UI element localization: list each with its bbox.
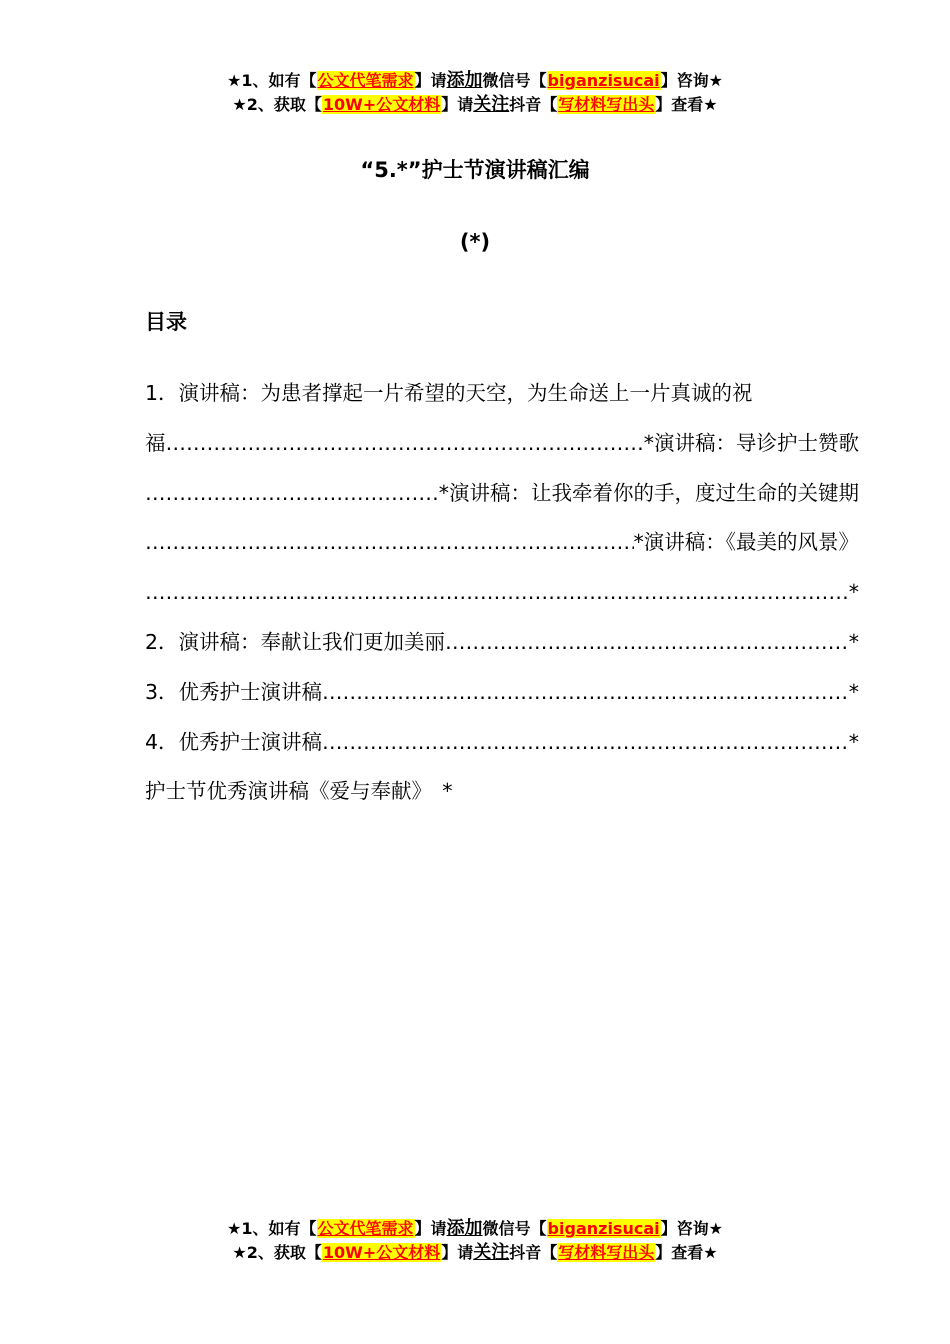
toc-entry-text: 2．演讲稿：奉献让我们更加美丽 [145, 629, 446, 654]
banner-highlight: 公文代笔需求 [317, 1219, 414, 1238]
banner-text: 】查看★ [655, 95, 718, 114]
toc-entry-text: 1．演讲稿：为患者撑起一片希望的天空，为生命送上一片真诚的祝 [145, 381, 753, 405]
banner-text: 】请 [414, 1219, 447, 1238]
toc-heading: 目录 [145, 310, 187, 334]
banner-text: 微信号【 [482, 1219, 547, 1238]
banner-text: ★1、如有【 [227, 71, 317, 90]
banner-highlight: 写材料写出头 [558, 1243, 655, 1262]
toc-line[interactable] [145, 568, 859, 618]
banner-text: 】咨询★ [660, 71, 723, 90]
banner-line-1 [0, 1217, 950, 1241]
toc-leader-dots [145, 469, 439, 519]
toc-entry-text: 4．优秀护士演讲稿 [145, 729, 323, 754]
toc-entry-tail: * [848, 580, 859, 605]
toc-line[interactable] [145, 618, 859, 668]
toc-leader-dots [166, 419, 644, 469]
banner-text: 】请 [441, 95, 474, 114]
banner-emphasis: 添加 [446, 70, 483, 91]
banner-text: 】请 [441, 1243, 474, 1262]
banner-highlight: biganzisucai [547, 1219, 660, 1238]
toc-entry-tail: * [848, 629, 859, 654]
table-of-contents [145, 369, 859, 817]
toc-leader-dots [145, 568, 849, 618]
toc-leader-dots [145, 518, 634, 568]
toc-entry-tail: * [848, 679, 859, 704]
toc-entry-tail: * [848, 729, 859, 754]
toc-entry-text: 3．优秀护士演讲稿 [145, 679, 323, 704]
toc-line[interactable] [145, 767, 859, 817]
banner-emphasis: 添加 [446, 1218, 483, 1239]
toc-line[interactable] [145, 718, 859, 768]
toc-line[interactable] [145, 369, 859, 419]
toc-line[interactable] [145, 668, 859, 718]
toc-entry-tail: *演讲稿：让我牵着你的手，度过生命的关键期 [438, 480, 859, 505]
toc-entry-tail: *演讲稿：《最美的风景》 [633, 530, 859, 555]
toc-entry-text: 福 [145, 430, 166, 455]
banner-line-1 [0, 69, 950, 93]
banner-text: 微信号【 [482, 71, 547, 90]
toc-leader-dots [322, 668, 849, 718]
banner-highlight: biganzisucai [547, 71, 660, 90]
toc-leader-dots [445, 618, 849, 668]
toc-line[interactable] [145, 469, 859, 519]
banner-line-2 [0, 93, 950, 117]
banner-text: ★2、获取【 [232, 95, 322, 114]
document-title: “5.*”护士节演讲稿汇编 [360, 158, 590, 182]
toc-entry-text: 护士节优秀演讲稿《爱与奉献》 * [145, 779, 453, 804]
banner-highlight: 10W+公文材料 [322, 95, 441, 114]
banner-highlight: 写材料写出头 [558, 95, 655, 114]
banner-text: 】请 [414, 71, 447, 90]
toc-entry-tail: *演讲稿：导诊护士赞歌 [643, 430, 859, 455]
toc-line[interactable] [145, 419, 859, 469]
banner-text: 抖音【 [509, 1243, 558, 1262]
banner-text: 抖音【 [509, 95, 558, 114]
banner-text: 】咨询★ [660, 1219, 723, 1238]
footer-banner [0, 1217, 950, 1265]
banner-text: 】查看★ [655, 1243, 718, 1262]
toc-leader-dots [322, 718, 849, 768]
header-banner [0, 69, 950, 117]
banner-text: ★2、获取【 [232, 1243, 322, 1262]
banner-highlight: 10W+公文材料 [322, 1243, 441, 1262]
banner-emphasis: 关注 [473, 1242, 510, 1263]
banner-text: ★1、如有【 [227, 1219, 317, 1238]
banner-line-2 [0, 1241, 950, 1265]
banner-highlight: 公文代笔需求 [317, 71, 414, 90]
toc-line[interactable] [145, 518, 859, 568]
banner-emphasis: 关注 [473, 94, 510, 115]
document-subtitle: (*) [459, 230, 491, 254]
